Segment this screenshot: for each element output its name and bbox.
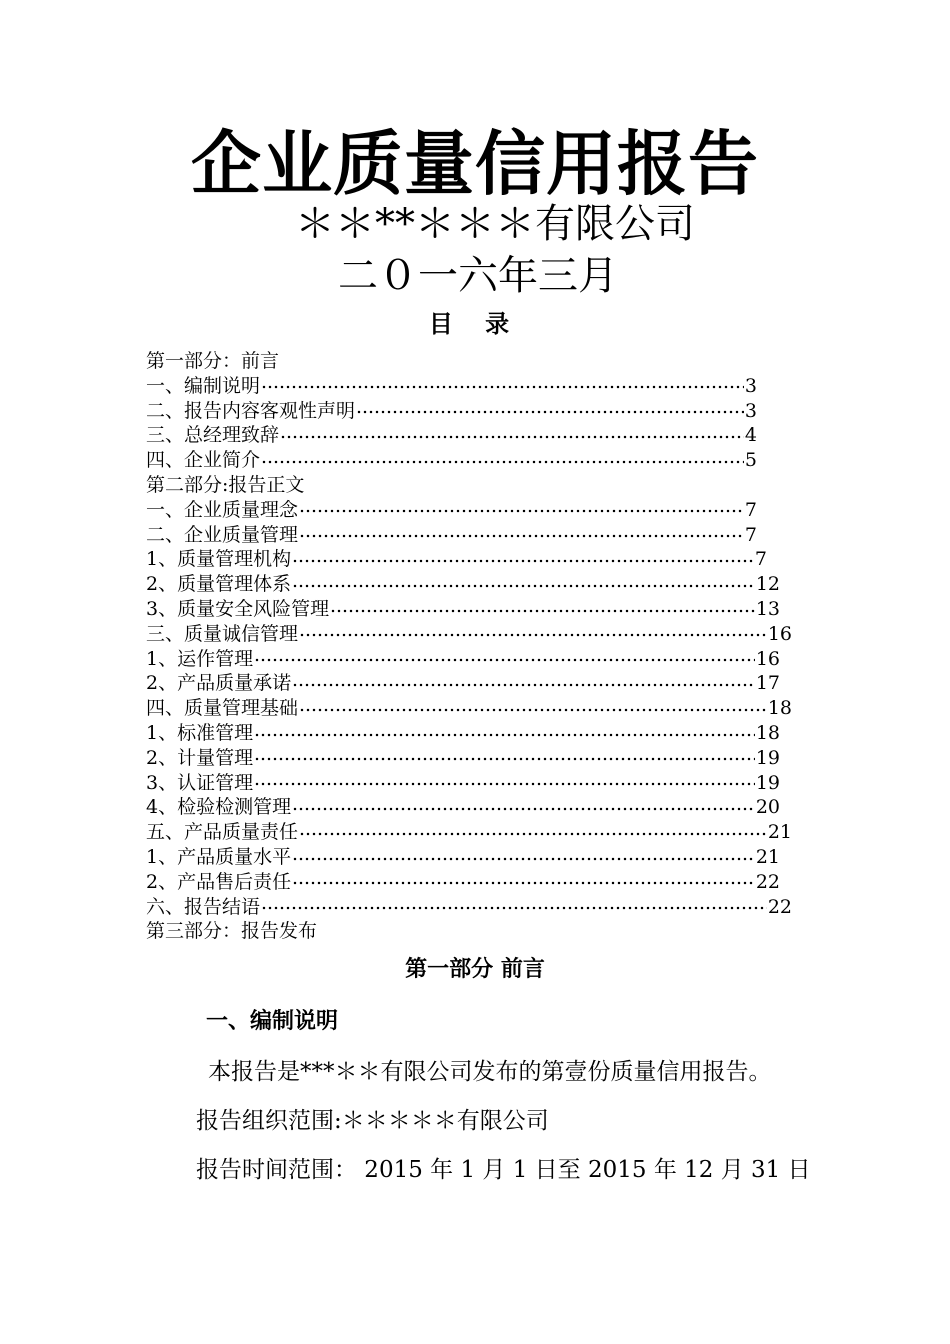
toc-dot-leader bbox=[261, 905, 767, 912]
toc-entry-label: 第三部分：报告发布 bbox=[146, 920, 318, 943]
toc-entry-page: 22 bbox=[755, 870, 780, 893]
report-date: 二０一六年三月 bbox=[338, 253, 618, 299]
toc-entry-page: 12 bbox=[755, 573, 780, 596]
toc-entry[interactable] bbox=[146, 621, 792, 646]
toc-entry-label: 2、产品售后责任 bbox=[146, 870, 292, 893]
toc-entry[interactable] bbox=[146, 571, 780, 596]
toc-entry-label: 四、质量管理基础 bbox=[146, 697, 299, 720]
toc-entry[interactable] bbox=[146, 670, 780, 695]
body-paragraph: 报告时间范围： 2015 年 1 月 1 日至 2015 年 12 月 31 日 bbox=[196, 1157, 811, 1183]
toc-entry-label: 1、质量管理机构 bbox=[146, 548, 292, 571]
toc-entry-label: 二、报告内容客观性声明 bbox=[146, 399, 356, 422]
toc-entry-label: 一、企业质量理念 bbox=[146, 498, 299, 521]
toc-entry-page: 21 bbox=[755, 846, 780, 868]
toc-entry[interactable] bbox=[146, 596, 780, 621]
toc-entry-page: 7 bbox=[744, 523, 757, 546]
toc-entry-page: 13 bbox=[755, 598, 780, 620]
toc-entry[interactable] bbox=[146, 770, 780, 795]
toc-entry[interactable] bbox=[146, 373, 757, 398]
toc-entry[interactable] bbox=[146, 522, 757, 547]
toc-dot-leader bbox=[299, 632, 767, 639]
toc-entry-page: 5 bbox=[744, 449, 757, 472]
toc-entry[interactable] bbox=[146, 422, 757, 447]
toc-dot-leader bbox=[254, 657, 755, 664]
toc-entry-page: 21 bbox=[767, 821, 792, 844]
toc-entry-label: 一、编制说明 bbox=[146, 374, 261, 397]
toc-entry[interactable] bbox=[146, 398, 757, 423]
toc-entry-page: 7 bbox=[744, 498, 757, 521]
toc-entry-page: 3 bbox=[744, 399, 757, 422]
company-name: ＊＊**＊＊＊有限公司 bbox=[295, 201, 695, 247]
toc-entry-page: 17 bbox=[755, 672, 780, 695]
toc-dot-leader bbox=[299, 508, 744, 515]
toc-entry[interactable] bbox=[146, 720, 780, 745]
toc-dot-leader bbox=[254, 756, 755, 763]
toc-dot-leader bbox=[292, 557, 754, 564]
toc-entry[interactable] bbox=[146, 695, 792, 720]
toc-entry-label: 1、产品质量水平 bbox=[146, 846, 292, 868]
toc-entry-page: 7 bbox=[754, 548, 767, 571]
toc-entry[interactable] bbox=[146, 646, 780, 671]
toc-entry[interactable] bbox=[146, 918, 317, 943]
toc-entry-label: 二、企业质量管理 bbox=[146, 523, 299, 546]
section-heading: 第一部分 前言 bbox=[405, 957, 545, 982]
toc-entry-label: 三、总经理致辞 bbox=[146, 424, 280, 447]
toc-entry-label: 2、质量管理体系 bbox=[146, 573, 292, 596]
toc-dot-leader bbox=[292, 880, 755, 887]
toc-entry-page: 18 bbox=[767, 697, 792, 720]
toc-entry-label: 第一部分：前言 bbox=[146, 350, 280, 372]
report-title: 企业质量信用报告 bbox=[191, 123, 759, 205]
toc-entry-label: 1、运作管理 bbox=[146, 647, 254, 670]
toc-entry-page: 22 bbox=[767, 895, 792, 918]
toc-heading: 目 录 bbox=[428, 310, 522, 338]
toc-dot-leader bbox=[261, 384, 744, 391]
toc-dot-leader bbox=[356, 409, 744, 416]
toc-entry-label: 六、报告结语 bbox=[146, 895, 261, 918]
toc-dot-leader bbox=[330, 607, 755, 614]
toc-entry-page: 4 bbox=[744, 424, 757, 447]
toc-entry[interactable] bbox=[146, 869, 780, 894]
toc-entry[interactable] bbox=[146, 546, 767, 571]
body-paragraph: 本报告是***＊＊有限公司发布的第壹份质量信用报告。 bbox=[208, 1059, 772, 1085]
toc-dot-leader bbox=[299, 533, 744, 540]
toc-entry-page: 19 bbox=[755, 746, 780, 769]
toc-entry-label: 3、认证管理 bbox=[146, 771, 254, 794]
body-paragraph: 报告组织范围:＊＊＊＊＊有限公司 bbox=[196, 1108, 549, 1134]
toc-entry-page: 20 bbox=[755, 796, 780, 819]
toc-dot-leader bbox=[261, 458, 744, 465]
toc-dot-leader bbox=[254, 731, 755, 738]
toc-entry[interactable] bbox=[146, 472, 304, 497]
toc-dot-leader bbox=[292, 805, 755, 812]
toc-entry-label: 4、检验检测管理 bbox=[146, 796, 292, 819]
toc-dot-leader bbox=[280, 433, 744, 440]
toc-entry-label: 2、计量管理 bbox=[146, 746, 254, 769]
toc-entry[interactable] bbox=[146, 794, 780, 819]
toc-dot-leader bbox=[254, 781, 755, 788]
toc-entry[interactable] bbox=[146, 844, 780, 869]
toc-dot-leader bbox=[292, 681, 755, 688]
toc-dot-leader bbox=[299, 830, 767, 837]
toc-entry[interactable] bbox=[146, 894, 792, 919]
toc-entry-label: 3、质量安全风险管理 bbox=[146, 598, 330, 620]
toc-entry-label: 三、质量诚信管理 bbox=[146, 622, 299, 645]
toc-dot-leader bbox=[292, 582, 755, 589]
toc-entry-label: 1、标准管理 bbox=[146, 722, 254, 744]
toc-entry-label: 五、产品质量责任 bbox=[146, 821, 299, 844]
toc-entry-label: 第二部分:报告正文 bbox=[146, 474, 305, 496]
toc-entry[interactable] bbox=[146, 497, 757, 522]
toc-entry-page: 18 bbox=[755, 722, 780, 744]
toc-entry-page: 16 bbox=[767, 622, 792, 645]
toc-entry[interactable] bbox=[146, 447, 757, 472]
toc-dot-leader bbox=[292, 855, 755, 862]
toc-entry-label: 四、企业简介 bbox=[146, 449, 261, 472]
sub-heading: 一、编制说明 bbox=[206, 1009, 339, 1034]
toc-dot-leader bbox=[299, 706, 767, 713]
toc-entry[interactable] bbox=[146, 348, 279, 373]
toc-entry-page: 19 bbox=[755, 771, 780, 794]
toc-entry[interactable] bbox=[146, 745, 780, 770]
toc-entry-label: 2、产品质量承诺 bbox=[146, 672, 292, 695]
toc-entry[interactable] bbox=[146, 819, 792, 844]
toc-entry-page: 16 bbox=[755, 647, 780, 670]
toc-entry-page: 3 bbox=[744, 374, 757, 397]
